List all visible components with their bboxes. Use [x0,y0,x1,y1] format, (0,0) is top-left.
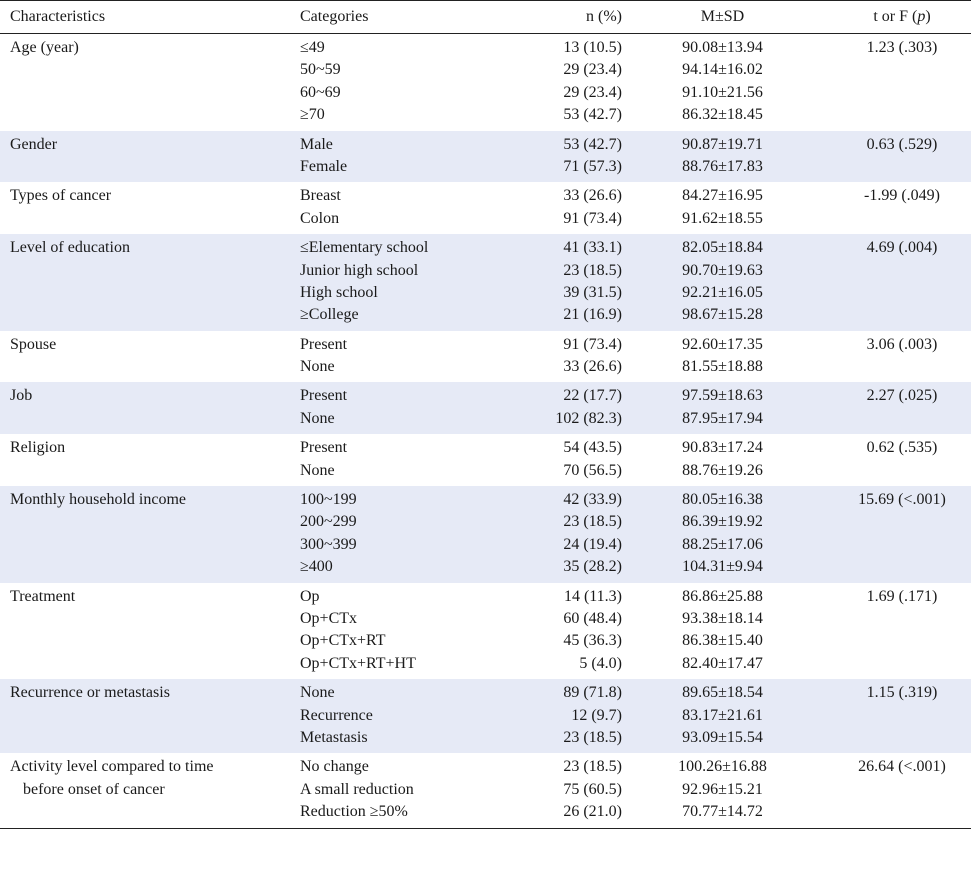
table-row [0,679,971,753]
n-percent-value: 91 (73.4) [563,335,622,353]
n-percent-value: 24 (19.4) [563,535,622,553]
categories-cell [290,486,522,583]
mean-sd-value: 92.60±17.35 [682,335,763,353]
categories-cell [290,753,522,828]
characteristic-label: Spouse [10,335,57,353]
n-percent-cell [522,583,622,680]
category-value: Junior high school [300,261,419,279]
mean-sd-value: 92.96±15.21 [682,780,763,798]
mean-sd-value: 90.08±13.94 [682,39,763,56]
categories-cell [290,131,522,183]
category-value: No change [300,758,369,776]
mean-sd-value: 80.05±16.38 [682,491,763,509]
categories-cell [290,331,522,383]
n-percent-value: 41 (33.1) [563,239,622,257]
test-statistic-value: 0.62 (.535) [866,439,938,457]
mean-sd-value: 97.59±18.63 [682,387,763,405]
mean-sd-value: 86.38±15.40 [682,632,763,650]
n-percent-value: 33 (26.6) [563,187,622,205]
characteristic-cell [0,583,290,680]
mean-sd-value: 89.65±18.54 [682,684,763,702]
n-percent-value: 21 (16.9) [563,306,622,324]
characteristic-label: Level of education [10,239,130,257]
n-percent-value: 13 (10.5) [563,39,622,56]
category-value: Recurrence [300,706,373,724]
mean-sd-cell [622,753,823,828]
category-value: 50~59 [300,61,341,79]
category-value: Present [300,335,348,353]
characteristic-cell [0,486,290,583]
test-statistic-value: 26.64 (<.001) [858,758,946,776]
n-percent-cell [522,753,622,828]
category-value: ≥College [300,306,359,324]
mean-sd-cell [622,131,823,183]
mean-sd-cell [622,382,823,434]
n-percent-cell [522,679,622,753]
n-percent-value: 5 (4.0) [579,654,622,672]
test-statistic-cell [823,131,971,183]
category-value: Op+CTx [300,609,358,627]
category-value: 60~69 [300,83,341,101]
characteristic-label: Recurrence or metastasis [10,684,170,702]
n-percent-value: 29 (23.4) [563,83,622,101]
category-value: ≥70 [300,106,325,124]
category-value: Metastasis [300,728,368,746]
n-percent-value: 22 (17.7) [563,387,622,405]
n-percent-cell [522,331,622,383]
table-row [0,131,971,183]
category-value: High school [300,283,378,301]
table-row [0,331,971,383]
n-percent-value: 91 (73.4) [563,209,622,227]
category-value: ≥400 [300,558,333,576]
test-statistic-value: 3.06 (.003) [866,335,938,353]
n-percent-value: 54 (43.5) [563,439,622,457]
characteristic-label: Monthly household income [10,491,186,509]
characteristic-label: Religion [10,439,66,457]
mean-sd-value: 86.32±18.45 [682,106,763,124]
n-percent-cell [522,434,622,486]
mean-sd-value: 104.31±9.94 [682,558,763,576]
n-percent-cell [522,131,622,183]
characteristic-cell [0,234,290,331]
n-percent-value: 75 (60.5) [563,780,622,798]
n-percent-value: 23 (18.5) [563,261,622,279]
test-statistic-cell [823,583,971,680]
characteristic-label-continuation: before onset of cancer [23,780,165,798]
header-t-or-f-text: t or F ( [873,8,918,25]
mean-sd-cell [622,434,823,486]
characteristic-label: Activity level compared to time [10,758,214,776]
test-statistic-cell [823,434,971,486]
n-percent-value: 23 (18.5) [563,513,622,531]
category-value: Reduction ≥50% [300,803,408,821]
table-row [0,182,971,234]
category-value: None [300,409,335,427]
mean-sd-value: 81.55±18.88 [682,358,763,376]
header-n-percent: n (%) [522,1,622,34]
header-mean-sd: M±SD [622,1,823,34]
test-statistic-value: 1.69 (.171) [866,587,938,605]
mean-sd-value: 87.95±17.94 [682,409,763,427]
test-statistic-cell [823,486,971,583]
header-p-italic: p [917,8,926,25]
category-value: Op+CTx+RT [300,632,386,650]
category-value: Present [300,439,348,457]
table-row [0,434,971,486]
characteristic-label: Treatment [10,587,76,605]
mean-sd-cell [622,234,823,331]
mean-sd-value: 92.21±16.05 [682,283,763,301]
n-percent-value: 35 (28.2) [563,558,622,576]
header-characteristics: Characteristics [0,1,290,34]
table-row [0,753,971,828]
n-percent-value: 60 (48.4) [563,609,622,627]
mean-sd-value: 70.77±14.72 [682,803,763,821]
header-row [0,1,971,34]
category-value: Female [300,157,348,175]
categories-cell [290,382,522,434]
mean-sd-value: 91.10±21.56 [682,83,763,101]
mean-sd-cell [622,34,823,131]
category-value: 100~199 [300,491,357,509]
category-value: A small reduction [300,780,414,798]
mean-sd-value: 84.27±16.95 [682,187,763,205]
category-value: ≤Elementary school [300,239,429,257]
n-percent-value: 45 (36.3) [563,632,622,650]
n-percent-cell [522,234,622,331]
n-percent-value: 12 (9.7) [571,706,622,724]
category-value: Op [300,587,320,605]
categories-cell [290,583,522,680]
category-value: None [300,461,335,479]
category-value: Breast [300,187,341,205]
table-row [0,486,971,583]
category-value: ≤49 [300,39,325,56]
mean-sd-value: 88.76±19.26 [682,461,763,479]
category-value: Colon [300,209,340,227]
mean-sd-value: 82.40±17.47 [682,654,763,672]
n-percent-value: 33 (26.6) [563,358,622,376]
n-percent-value: 42 (33.9) [563,491,622,509]
characteristic-cell [0,34,290,131]
n-percent-value: 14 (11.3) [563,587,622,605]
categories-cell [290,34,522,131]
category-value: 200~299 [300,513,357,531]
category-value: None [300,358,335,376]
characteristic-label: Age (year) [10,39,79,56]
characteristic-cell [0,434,290,486]
n-percent-value: 70 (56.5) [563,461,622,479]
n-percent-value: 23 (18.5) [563,728,622,746]
test-statistic-cell [823,34,971,131]
n-percent-cell [522,182,622,234]
n-percent-cell [522,486,622,583]
table-row [0,382,971,434]
n-percent-value: 71 (57.3) [563,157,622,175]
mean-sd-cell [622,486,823,583]
mean-sd-value: 91.62±18.55 [682,209,763,227]
characteristic-label: Gender [10,135,58,153]
n-percent-value: 53 (42.7) [563,106,622,124]
header-t-or-f-close: ) [925,8,931,25]
test-statistic-cell [823,331,971,383]
test-statistic-value: 2.27 (.025) [866,387,938,405]
mean-sd-value: 94.14±16.02 [682,61,763,79]
test-statistic-cell [823,234,971,331]
table-body [0,34,971,829]
characteristic-cell [0,331,290,383]
categories-cell [290,234,522,331]
test-statistic-cell [823,182,971,234]
mean-sd-value: 83.17±21.61 [682,706,763,724]
mean-sd-value: 90.87±19.71 [682,135,763,153]
category-value: Present [300,387,348,405]
test-statistic-value: 1.23 (.303) [866,39,938,56]
test-statistic-value: 0.63 (.529) [866,135,938,153]
mean-sd-value: 90.70±19.63 [682,261,763,279]
n-percent-value: 26 (21.0) [563,803,622,821]
table-row [0,34,971,131]
header-categories: Categories [290,1,522,34]
test-statistic-value: 1.15 (.319) [866,684,938,702]
table-row [0,583,971,680]
n-percent-cell [522,34,622,131]
header-t-or-f [823,1,971,34]
n-percent-value: 23 (18.5) [563,758,622,776]
categories-cell [290,679,522,753]
test-statistic-cell [823,679,971,753]
characteristic-label: Job [10,387,33,405]
table-row [0,234,971,331]
characteristic-cell [0,753,290,828]
test-statistic-value: 4.69 (.004) [866,239,938,257]
mean-sd-value: 93.09±15.54 [682,728,763,746]
categories-cell [290,182,522,234]
mean-sd-value: 88.76±17.83 [682,157,763,175]
test-statistic-cell [823,753,971,828]
mean-sd-value: 86.39±19.92 [682,513,763,531]
category-value: Op+CTx+RT+HT [300,654,416,672]
test-statistic-cell [823,382,971,434]
n-percent-value: 89 (71.8) [563,684,622,702]
category-value: Male [300,135,333,153]
mean-sd-cell [622,679,823,753]
category-value: None [300,684,335,702]
mean-sd-value: 98.67±15.28 [682,306,763,324]
mean-sd-value: 100.26±16.88 [678,758,767,776]
test-statistic-value: 15.69 (<.001) [858,491,946,509]
n-percent-cell [522,382,622,434]
mean-sd-value: 82.05±18.84 [682,239,763,257]
mean-sd-value: 93.38±18.14 [682,609,763,627]
mean-sd-value: 88.25±17.06 [682,535,763,553]
categories-cell [290,434,522,486]
mean-sd-cell [622,182,823,234]
characteristic-label: Types of cancer [10,187,112,205]
test-statistic-value: -1.99 (.049) [864,187,940,205]
mean-sd-value: 90.83±17.24 [682,439,763,457]
category-value: 300~399 [300,535,357,553]
mean-sd-value: 86.86±25.88 [682,587,763,605]
n-percent-value: 102 (82.3) [555,409,622,427]
characteristic-cell [0,382,290,434]
mean-sd-cell [622,583,823,680]
characteristic-cell [0,679,290,753]
mean-sd-cell [622,331,823,383]
n-percent-value: 53 (42.7) [563,135,622,153]
n-percent-value: 39 (31.5) [563,283,622,301]
n-percent-value: 29 (23.4) [563,61,622,79]
characteristic-cell [0,131,290,183]
characteristic-cell [0,182,290,234]
